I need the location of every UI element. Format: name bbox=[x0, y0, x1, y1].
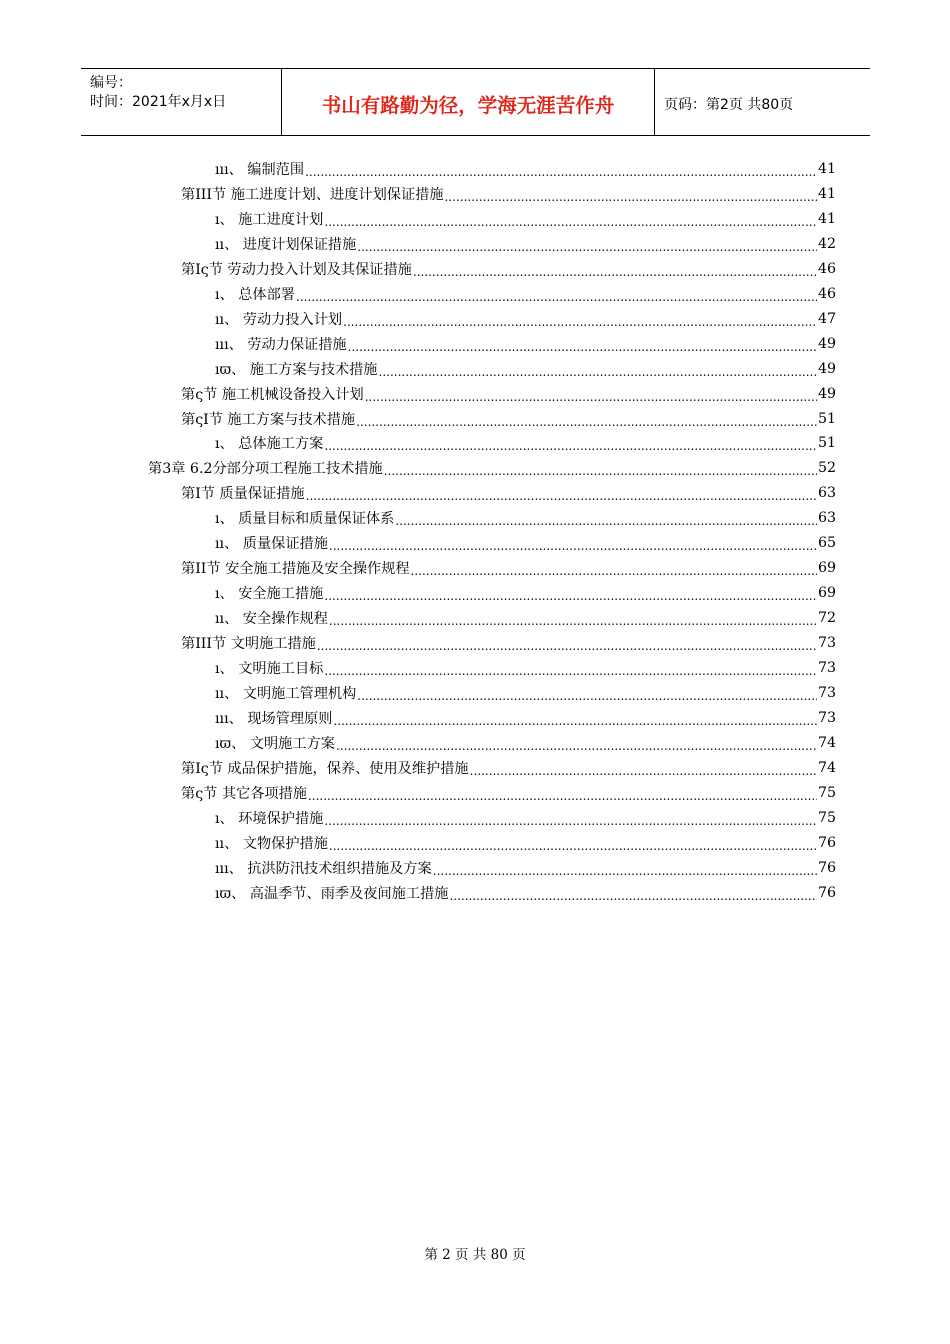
toc-entry[interactable] bbox=[215, 531, 836, 555]
toc-dot-leader bbox=[306, 488, 817, 504]
toc-entry-page: 46 bbox=[817, 285, 836, 302]
toc-entry[interactable] bbox=[181, 781, 836, 805]
toc-dot-leader bbox=[357, 239, 817, 255]
toc-entry[interactable] bbox=[215, 282, 836, 306]
toc-entry-label: ı、 总体施工方案 bbox=[215, 436, 324, 453]
toc-entry-label: ı、 施工进度计划 bbox=[215, 211, 324, 228]
toc-entry[interactable] bbox=[215, 606, 836, 630]
toc-entry-page: 76 bbox=[817, 884, 836, 901]
toc-entry-page: 65 bbox=[817, 535, 836, 552]
toc-entry[interactable] bbox=[215, 232, 836, 256]
toc-entry-label: ı、 环境保护措施 bbox=[215, 810, 324, 827]
toc-entry-page: 49 bbox=[817, 385, 836, 402]
toc-entry[interactable] bbox=[215, 307, 836, 331]
toc-entry-label: ıı、 安全操作规程 bbox=[215, 611, 328, 628]
toc-entry[interactable] bbox=[215, 157, 836, 181]
toc-entry-page: 63 bbox=[817, 485, 836, 502]
toc-entry-page: 75 bbox=[817, 809, 836, 826]
toc-entry[interactable] bbox=[215, 431, 836, 455]
toc-entry-page: 69 bbox=[817, 560, 836, 577]
toc-entry[interactable] bbox=[148, 456, 836, 480]
toc-entry[interactable] bbox=[215, 806, 836, 830]
toc-entry-page: 42 bbox=[817, 235, 836, 252]
toc-entry[interactable] bbox=[215, 506, 836, 530]
toc-entry-label: 第III节 文明施工措施 bbox=[181, 636, 316, 653]
toc-entry-page: 76 bbox=[817, 859, 836, 876]
toc-entry-label: ıϖ、 高温季节、雨季及夜间施工措施 bbox=[215, 885, 449, 902]
toc-dot-leader bbox=[395, 513, 817, 529]
toc-dot-leader bbox=[324, 663, 817, 679]
toc-entry-page: 69 bbox=[817, 585, 836, 602]
toc-dot-leader bbox=[324, 438, 817, 454]
toc-entry-label: ııı、 抗洪防汛技术组织措施及方案 bbox=[215, 860, 432, 877]
toc-dot-leader bbox=[324, 214, 817, 230]
document-header bbox=[81, 68, 870, 136]
toc-entry[interactable] bbox=[181, 257, 836, 281]
toc-dot-leader bbox=[305, 164, 817, 180]
toc-entry-page: 46 bbox=[817, 260, 836, 277]
header-motto: 书山有路勤为径，学海无涯苦作舟 bbox=[282, 69, 655, 135]
toc-entry-page: 75 bbox=[817, 784, 836, 801]
toc-entry-page: 51 bbox=[817, 410, 836, 427]
toc-dot-leader bbox=[324, 813, 817, 829]
toc-entry-label: ıı、 质量保证措施 bbox=[215, 536, 328, 553]
toc-entry-label: ııı、 劳动力保证措施 bbox=[215, 336, 347, 353]
toc-entry[interactable] bbox=[215, 581, 836, 605]
toc-dot-leader bbox=[449, 888, 817, 904]
toc-entry-label: 第ςI节 施工方案与技术措施 bbox=[181, 411, 356, 428]
toc-entry[interactable] bbox=[215, 706, 836, 730]
toc-entry[interactable] bbox=[215, 881, 836, 905]
toc-entry[interactable] bbox=[215, 856, 836, 880]
toc-entry[interactable] bbox=[215, 731, 836, 755]
toc-entry[interactable] bbox=[181, 407, 836, 431]
toc-entry-page: 74 bbox=[817, 759, 836, 776]
toc-dot-leader bbox=[317, 638, 817, 654]
toc-entry-label: ıϖ、 文明施工方案 bbox=[215, 735, 335, 752]
toc-dot-leader bbox=[296, 289, 817, 305]
toc-entry[interactable] bbox=[181, 481, 836, 505]
toc-entry[interactable] bbox=[181, 182, 836, 206]
toc-entry-label: 第Iς节 成品保护措施，保养、使用及维护措施 bbox=[181, 760, 469, 777]
toc-dot-leader bbox=[357, 688, 817, 704]
toc-entry[interactable] bbox=[215, 332, 836, 356]
toc-entry-label: 第Iς节 劳动力投入计划及其保证措施 bbox=[181, 261, 412, 278]
toc-entry[interactable] bbox=[215, 207, 836, 231]
toc-entry-page: 73 bbox=[817, 660, 836, 676]
toc-entry-page: 73 bbox=[817, 684, 836, 701]
toc-dot-leader bbox=[324, 588, 817, 604]
toc-dot-leader bbox=[329, 613, 817, 629]
toc-dot-leader bbox=[411, 563, 817, 579]
toc-dot-leader bbox=[470, 763, 817, 779]
toc-dot-leader bbox=[343, 314, 817, 330]
toc-entry-page: 74 bbox=[817, 734, 836, 751]
toc-entry[interactable] bbox=[181, 631, 836, 655]
toc-entry-label: 第II节 安全施工措施及安全操作规程 bbox=[181, 561, 410, 578]
toc-entry-page: 63 bbox=[817, 510, 836, 527]
toc-entry[interactable] bbox=[181, 756, 836, 780]
document-date-label: 时间：2021年x月x日 bbox=[90, 94, 227, 110]
toc-dot-leader bbox=[384, 463, 817, 479]
toc-dot-leader bbox=[413, 264, 817, 280]
toc-entry-page: 47 bbox=[817, 310, 836, 327]
toc-entry-label: ı、 质量目标和质量保证体系 bbox=[215, 511, 395, 528]
toc-entry-label: ıı、 进度计划保证措施 bbox=[215, 236, 357, 253]
toc-dot-leader bbox=[329, 538, 817, 554]
toc-entry[interactable] bbox=[215, 656, 836, 680]
toc-entry-page: 51 bbox=[817, 435, 836, 452]
toc-entry-page: 72 bbox=[817, 610, 836, 627]
toc-entry[interactable] bbox=[215, 357, 836, 381]
toc-entry-label: 第III节 施工进度计划、进度计划保证措施 bbox=[181, 186, 444, 203]
toc-dot-leader bbox=[379, 364, 817, 380]
toc-dot-leader bbox=[329, 838, 817, 854]
toc-entry-page: 52 bbox=[817, 460, 836, 477]
toc-dot-leader bbox=[445, 189, 817, 205]
toc-dot-leader bbox=[348, 339, 817, 355]
toc-entry-label: 第ς节 施工机械设备投入计划 bbox=[181, 386, 364, 403]
toc-entry[interactable] bbox=[181, 556, 836, 580]
toc-entry-label: ııı、 现场管理原则 bbox=[215, 710, 333, 727]
toc-entry-label: ıı、 劳动力投入计划 bbox=[215, 311, 343, 328]
toc-entry-page: 49 bbox=[817, 360, 836, 377]
toc-entry-label: 第ς节 其它各项措施 bbox=[181, 785, 307, 802]
header-meta-cell bbox=[81, 69, 282, 135]
toc-entry-label: ııı、 编制范围 bbox=[215, 162, 305, 178]
toc-entry-page: 41 bbox=[817, 185, 836, 202]
toc-entry-page: 41 bbox=[817, 161, 836, 177]
toc-entry-label: ı、 文明施工目标 bbox=[215, 661, 324, 677]
toc-entry[interactable] bbox=[215, 831, 836, 855]
toc-dot-leader bbox=[336, 738, 817, 754]
toc-dot-leader bbox=[333, 713, 817, 729]
toc-entry-label: 第3章 6.2分部分项工程施工技术措施 bbox=[148, 461, 383, 478]
toc-entry-label: ıϖ、 施工方案与技术措施 bbox=[215, 361, 378, 378]
toc-entry-label: ıı、 文明施工管理机构 bbox=[215, 685, 357, 702]
toc-dot-leader bbox=[308, 788, 817, 804]
toc-entry-label: ı、 安全施工措施 bbox=[215, 586, 324, 603]
toc-entry-page: 73 bbox=[817, 635, 836, 652]
toc-entry-label: ıı、 文物保护措施 bbox=[215, 835, 328, 852]
page-footer: 第 2 页 共 80 页 bbox=[424, 1247, 526, 1263]
toc-entry-page: 76 bbox=[817, 834, 836, 851]
document-number-label: 编号： bbox=[90, 75, 132, 91]
toc-entry-page: 41 bbox=[817, 210, 836, 227]
header-page-info: 页码：第2页 共80页 bbox=[664, 97, 794, 113]
toc-entry[interactable] bbox=[215, 681, 836, 705]
toc-dot-leader bbox=[365, 389, 817, 405]
toc-dot-leader bbox=[433, 863, 817, 879]
toc-dot-leader bbox=[356, 414, 817, 430]
toc-entry-label: ı、 总体部署 bbox=[215, 286, 295, 303]
toc-entry[interactable] bbox=[181, 382, 836, 406]
toc-entry-page: 49 bbox=[817, 335, 836, 352]
toc-entry-label: 第I节 质量保证措施 bbox=[181, 486, 305, 503]
toc-entry-page: 73 bbox=[817, 709, 836, 726]
